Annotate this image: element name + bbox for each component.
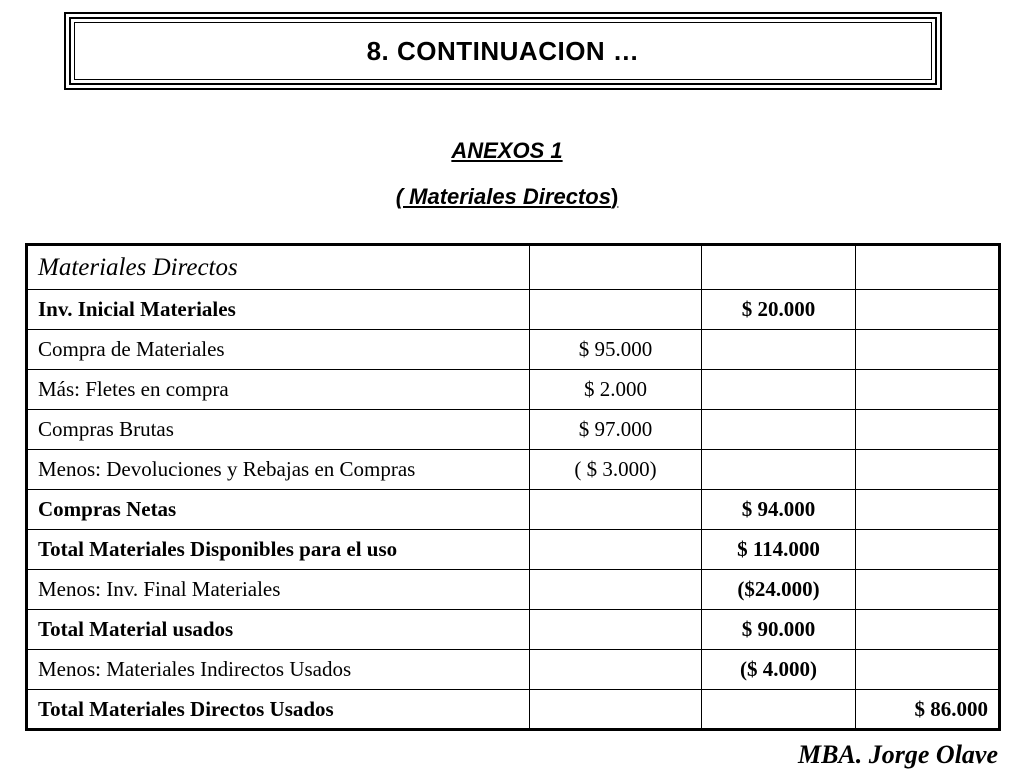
table-row bbox=[27, 490, 1000, 530]
row-value-subtotal: ($ 4.000) bbox=[702, 650, 856, 690]
title-box bbox=[64, 12, 942, 90]
row-value-subtotal: $ 94.000 bbox=[702, 490, 856, 530]
row-value-partial bbox=[530, 570, 702, 610]
row-value-total bbox=[856, 370, 1000, 410]
row-value-partial bbox=[530, 530, 702, 570]
annex-subheading-text: ( Materiales Directos bbox=[395, 184, 611, 209]
table-header-cell bbox=[530, 245, 702, 290]
table-row bbox=[27, 570, 1000, 610]
row-value-subtotal bbox=[702, 330, 856, 370]
table-header-cell bbox=[856, 245, 1000, 290]
row-value-total bbox=[856, 450, 1000, 490]
row-value-subtotal bbox=[702, 410, 856, 450]
table-header-label bbox=[27, 245, 530, 290]
table-row bbox=[27, 610, 1000, 650]
row-value-partial: $ 97.000 bbox=[530, 410, 702, 450]
row-value-subtotal bbox=[702, 370, 856, 410]
row-label: Compras Brutas bbox=[27, 410, 530, 450]
title-box-core bbox=[74, 22, 932, 80]
row-value-total bbox=[856, 330, 1000, 370]
row-value-partial bbox=[530, 690, 702, 730]
annex-heading bbox=[0, 138, 1014, 164]
row-value-partial bbox=[530, 650, 702, 690]
row-value-total bbox=[856, 570, 1000, 610]
row-label: Más: Fletes en compra bbox=[27, 370, 530, 410]
row-value-total bbox=[856, 410, 1000, 450]
table-header-text: Materiales Directos bbox=[38, 253, 238, 281]
row-label: Menos: Inv. Final Materiales bbox=[27, 570, 530, 610]
row-value-subtotal: $ 20.000 bbox=[702, 290, 856, 330]
table-row bbox=[27, 530, 1000, 570]
row-label: Menos: Materiales Indirectos Usados bbox=[27, 650, 530, 690]
row-value-subtotal bbox=[702, 690, 856, 730]
row-value-partial: $ 2.000 bbox=[530, 370, 702, 410]
row-value-partial: ( $ 3.000) bbox=[530, 450, 702, 490]
row-value-total bbox=[856, 490, 1000, 530]
row-value-partial bbox=[530, 490, 702, 530]
table-row bbox=[27, 330, 1000, 370]
row-value-total: $ 86.000 bbox=[856, 690, 1000, 730]
row-value-partial: $ 95.000 bbox=[530, 330, 702, 370]
table-header-row bbox=[27, 245, 1000, 290]
row-label: Inv. Inicial Materiales bbox=[27, 290, 530, 330]
table-row bbox=[27, 410, 1000, 450]
row-label: Total Materiales Disponibles para el uso bbox=[27, 530, 530, 570]
row-value-total bbox=[856, 530, 1000, 570]
materials-table bbox=[25, 243, 1001, 731]
table-row bbox=[27, 290, 1000, 330]
row-value-total bbox=[856, 610, 1000, 650]
table-row bbox=[27, 370, 1000, 410]
row-value-subtotal bbox=[702, 450, 856, 490]
row-value-total bbox=[856, 290, 1000, 330]
table-row bbox=[27, 690, 1000, 730]
row-value-partial bbox=[530, 610, 702, 650]
row-value-partial bbox=[530, 290, 702, 330]
row-label: Total Material usados bbox=[27, 610, 530, 650]
row-label: Compra de Materiales bbox=[27, 330, 530, 370]
page-title: 8. CONTINUACION … bbox=[366, 35, 640, 66]
row-value-subtotal: $ 114.000 bbox=[702, 530, 856, 570]
row-value-total bbox=[856, 650, 1000, 690]
title-box-inner-border bbox=[69, 17, 937, 85]
author-signature: MBA. Jorge Olave bbox=[797, 740, 998, 769]
row-label: Compras Netas bbox=[27, 490, 530, 530]
row-label: Menos: Devoluciones y Rebajas en Compras bbox=[27, 450, 530, 490]
table-row bbox=[27, 450, 1000, 490]
row-value-subtotal: ($24.000) bbox=[702, 570, 856, 610]
annex-subheading-tail: ) bbox=[610, 184, 619, 209]
table-row bbox=[27, 650, 1000, 690]
annex-heading-text: ANEXOS 1 bbox=[451, 138, 563, 163]
row-label: Total Materiales Directos Usados bbox=[27, 690, 530, 730]
row-value-subtotal: $ 90.000 bbox=[702, 610, 856, 650]
annex-subheading bbox=[0, 184, 1014, 210]
table-header-cell bbox=[702, 245, 856, 290]
